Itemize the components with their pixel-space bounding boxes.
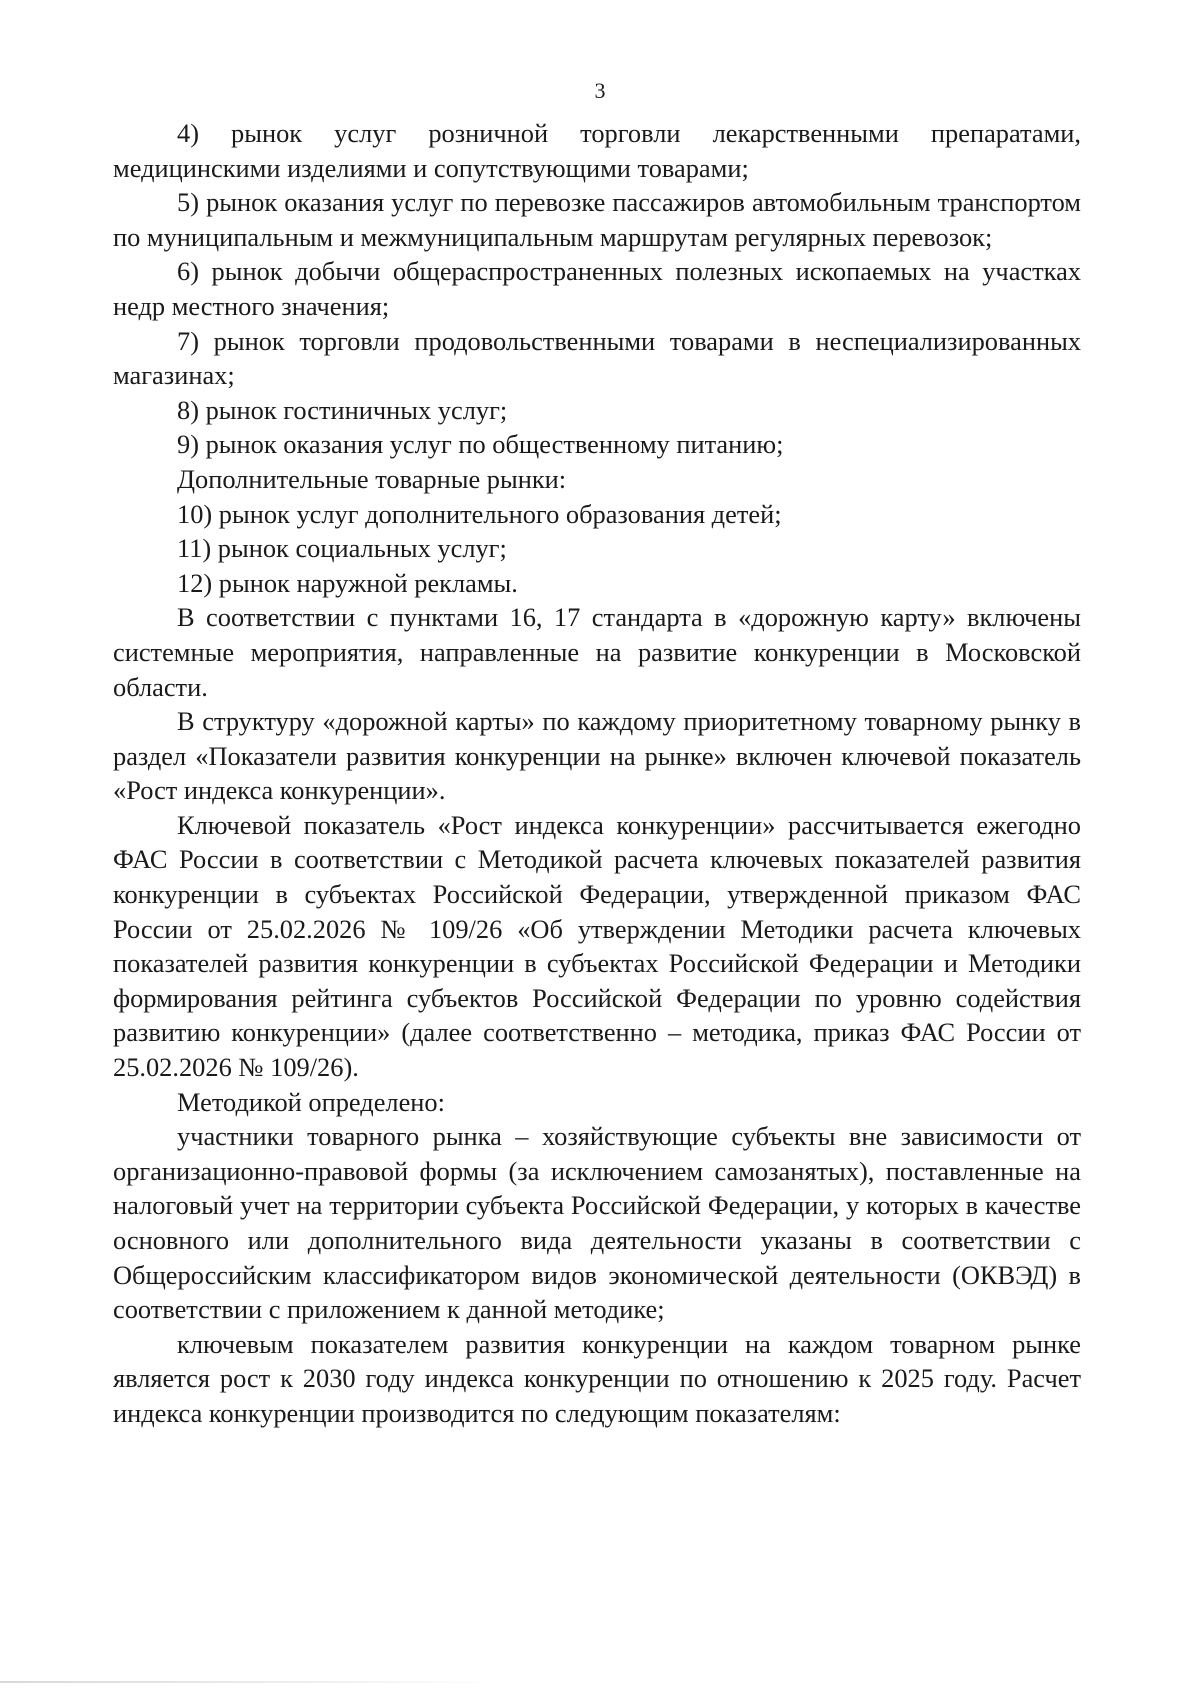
paragraph-roadmap-structure: В структуру «дорожной карты» по каждому приоритетному товарному рынку в раздел «Показатели развития конкуренции на рынке» включен ключевой показатель «Рост индекса конкуренции». bbox=[113, 706, 1081, 806]
list-item-7: 7) рынок торговли продовольственными товарами в неспециализированных магазинах; bbox=[113, 325, 1081, 391]
list-item-12: 12) рынок наружной рекламы. bbox=[177, 567, 518, 598]
paragraph-competition-index: ключевым показателем развития конкуренции на каждом товарном рынке является рост к 2030 году индекса конкуренции по отношению к 2025 году. Расчет индекса конкуренции производится по следующим показателям: bbox=[113, 1328, 1081, 1428]
paragraph-methodology-defined: Методикой определено: bbox=[177, 1086, 445, 1117]
scan-edge-artifact bbox=[0, 1681, 500, 1683]
page-number: 3 bbox=[594, 78, 606, 103]
list-item-5: 5) рынок оказания услуг по перевозке пассажиров автомобильным транспортом по муниципальным и межмуниципальным маршрутам регулярных перевозок; bbox=[113, 187, 1081, 252]
list-item-6: 6) рынок добычи общераспространенных полезных ископаемых на участках недр местного значения; bbox=[113, 256, 1081, 321]
additional-markets-heading: Дополнительные товарные рынки: bbox=[177, 463, 567, 494]
list-item-10: 10) рынок услуг дополнительного образования детей; bbox=[177, 498, 782, 529]
paragraph-market-participants: участники товарного рынка – хозяйствующие субъекты вне зависимости от организационно-правовой формы (за исключением самозанятых), поставленные на налоговый учет на территории субъекта Российской Федерации, у которых в качестве основного или дополнительного вида деятельности указаны в соответствии с Общероссийским классификатором видов экономической деятельности (ОКВЭД) в соответствии с приложением к данной методике; bbox=[113, 1121, 1081, 1325]
list-item-9: 9) рынок оказания услуг по общественному питанию; bbox=[177, 429, 784, 460]
list-item-11: 11) рынок социальных услуг; bbox=[177, 533, 507, 564]
list-item-8: 8) рынок гостиничных услуг; bbox=[177, 394, 508, 425]
paragraph-key-indicator: Ключевой показатель «Рост индекса конкуренции» рассчитывается ежегодно ФАС России в соответствии с Методикой расчета ключевых показателей развития конкуренции в субъектах Российской Федерации, утвержденной приказом ФАС России от 25.02.2026 № 109/26 «Об утверждении Методики расчета ключевых показателей развития конкуренции в субъектах Российской Федерации и Методики формирования рейтинга субъектов Российской Федерации по уровню содействия развитию конкуренции» (далее соответственно – методика, приказ ФАС России от 25.02.2026 № 109/26). bbox=[113, 809, 1081, 1083]
paragraph-roadmap-measures: В соответствии с пунктами 16, 17 стандарта в «дорожную карту» включены системные мероприятия, направленные на развитие конкуренции в Московской области. bbox=[113, 602, 1081, 702]
list-item-4: 4) рынок услуг розничной торговли лекарственными препаратами, медицинскими изделиями и сопутствующими товарами; bbox=[113, 118, 1081, 183]
document-body bbox=[113, 116, 1081, 1431]
